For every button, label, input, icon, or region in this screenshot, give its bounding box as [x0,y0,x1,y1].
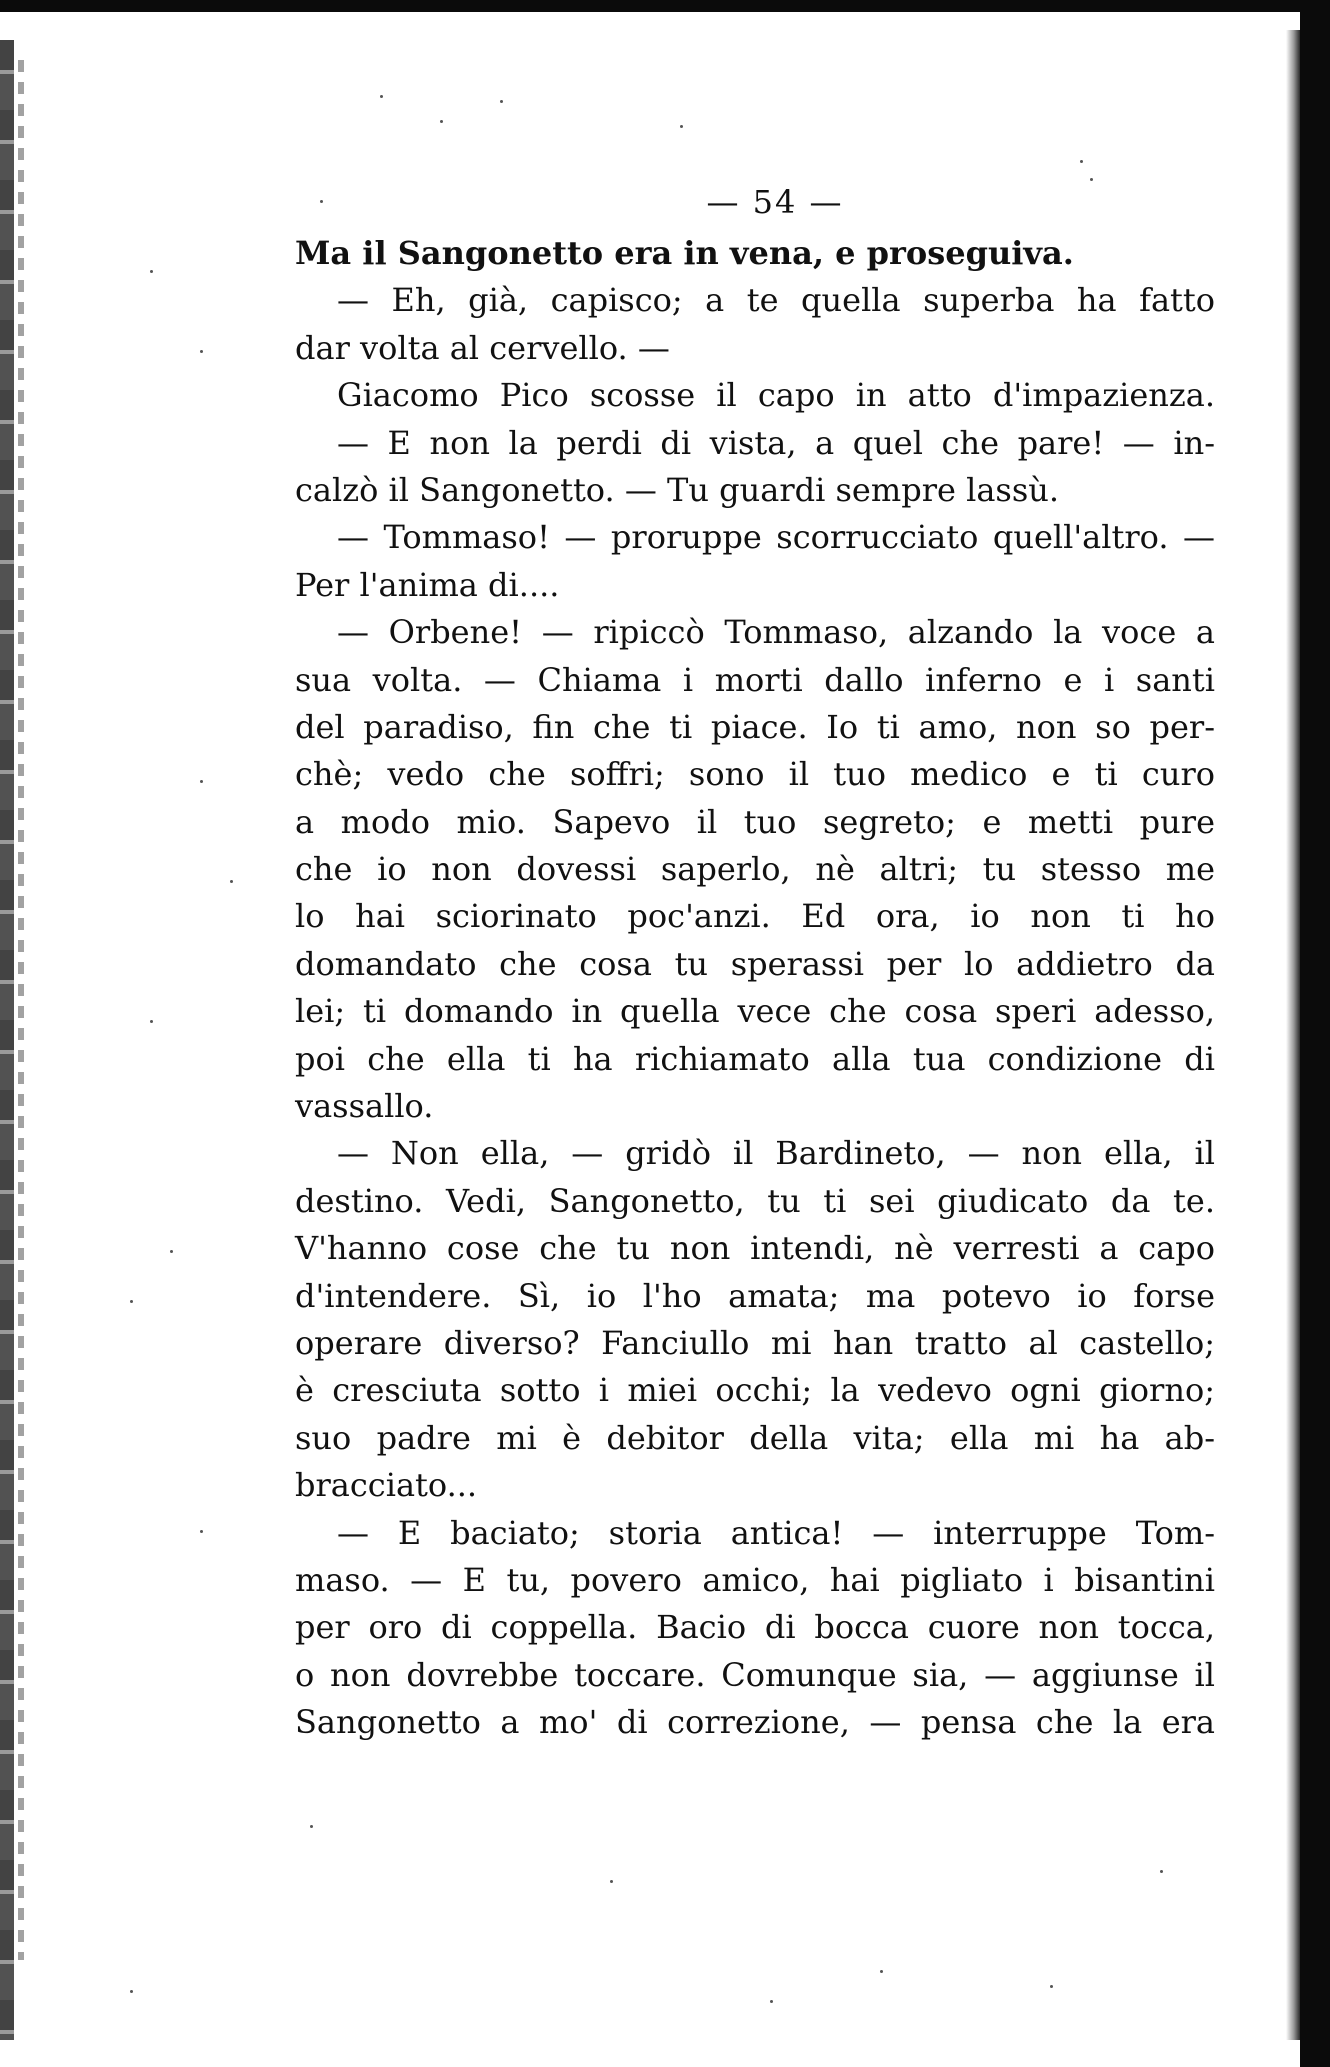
text-line: del paradiso, fin che ti piace. Io ti amo, non so per- [295,707,1215,746]
text-line: domandato che cosa tu sperassi per lo addietro da [295,944,1215,983]
scan-border-right [1300,0,1330,2067]
text-line: V'hanno cose che tu non intendi, nè verresti a capo [295,1229,1215,1268]
text-line: a modo mio. Sapevo il tuo segreto; e metti pure [295,802,1215,841]
text-line: — E baciato; storia antica! — interruppe Tom- [337,1513,1215,1552]
text-line: che io non dovessi saperlo, nè altri; tu stesso me [295,850,1215,889]
text-line: lei; ti domando in quella vece che cosa speri adesso, [295,992,1215,1031]
page-number: — 54 — [706,183,844,221]
body-text [295,230,1215,1747]
text-line: lo hai sciorinato poc'anzi. Ed ora, io non ti ho [295,897,1215,936]
text-line: Sangonetto a mo' di correzione, — pensa che la era [295,1703,1215,1742]
text-line: — Tommaso! — proruppe scorrucciato quell'altro. — [337,518,1215,557]
text-line: per oro di coppella. Bacio di bocca cuore non tocca, [295,1608,1215,1647]
text-line: suo padre mi è debitor della vita; ella mi ha ab- [295,1418,1215,1457]
text-line: — Non ella, — gridò il Bardineto, — non ella, il [337,1134,1215,1173]
page-gutter-shadow [1286,30,1300,2040]
text-line: maso. — E tu, povero amico, hai pigliato i bisantini [295,1560,1215,1599]
text-line: sua volta. — Chiama i morti dallo inferno e i santi [295,660,1215,699]
text-line: operare diverso? Fanciullo mi han tratto al castello; [295,1323,1215,1362]
text-line: Per l'anima di.... [295,565,560,604]
scan-border-top [0,0,1330,12]
text-line: d'intendere. Sì, io l'ho amata; ma potevo io forse [295,1276,1215,1315]
text-line: o non dovrebbe toccare. Comunque sia, — aggiunse il [295,1655,1215,1694]
text-line: vassallo. [295,1087,434,1126]
text-line: è cresciuta sotto i miei occhi; la vedevo ogni giorno; [295,1371,1215,1410]
text-line: — Eh, già, capisco; a te quella superba ha fatto [337,281,1215,320]
text-line: Giacomo Pico scosse il capo in atto d'impazienza. [337,376,1215,415]
text-line: — Orbene! — ripiccò Tommaso, alzando la voce a [337,613,1215,652]
scan-border-left-marks [18,60,24,1960]
text-line: bracciato... [295,1466,478,1505]
text-line: calzò il Sangonetto. — Tu guardi sempre lassù. [295,470,1060,509]
text-line: Ma il Sangonetto era in vena, e proseguiva. [295,234,1074,272]
text-line: destino. Vedi, Sangonetto, tu ti sei giudicato da te. [295,1181,1215,1220]
text-line: chè; vedo che soffri; sono il tuo medico e ti curo [295,755,1215,794]
text-line: dar volta al cervello. — [295,328,670,367]
scan-border-left [0,40,14,2040]
text-line: poi che ella ti ha richiamato alla tua condizione di [295,1039,1215,1078]
text-line: — E non la perdi di vista, a quel che pare! — in- [337,423,1215,462]
